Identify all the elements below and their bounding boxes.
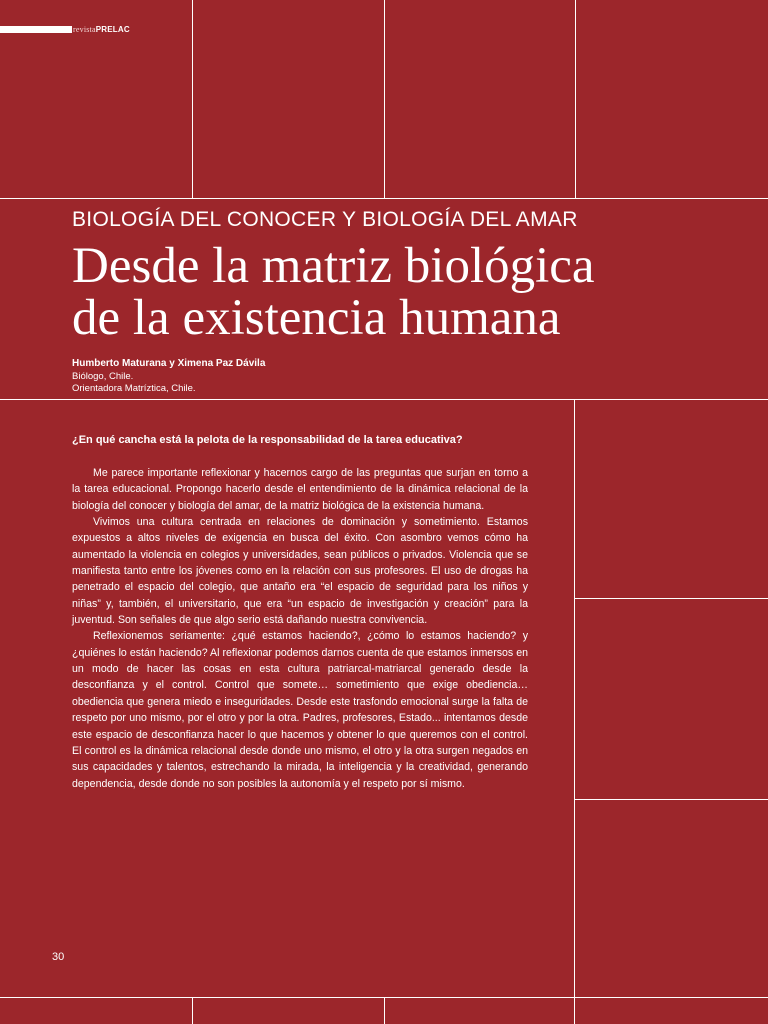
lead-question: ¿En qué cancha está la pelota de la responsabilidad de la tarea educativa? xyxy=(72,434,463,446)
grid-line xyxy=(0,399,768,400)
grid-line xyxy=(574,399,575,1024)
magazine-brand xyxy=(73,25,130,34)
grid-line xyxy=(575,799,768,800)
author-affiliation-2: Orientadora Matríztica, Chile. xyxy=(72,383,196,394)
page-number: 30 xyxy=(52,951,65,963)
article-title: Desde la matriz biológica de la existencia humana xyxy=(72,238,595,346)
brand-name: PRELAC xyxy=(95,25,130,34)
author-affiliation-1: Biólogo, Chile. xyxy=(72,371,134,382)
article-body xyxy=(72,465,528,792)
brand-prefix: revista xyxy=(73,25,96,34)
grid-line xyxy=(575,598,768,599)
grid-line xyxy=(384,997,385,1024)
article-kicker: BIOLOGÍA DEL CONOCER Y BIOLOGÍA DEL AMAR xyxy=(72,208,578,231)
grid-line xyxy=(0,198,768,199)
grid-line xyxy=(575,0,576,198)
article-authors: Humberto Maturana y Ximena Paz Dávila xyxy=(72,358,266,369)
header-bar xyxy=(0,26,72,33)
body-paragraph: Reflexionemos seriamente: ¿qué estamos haciendo?, ¿cómo lo estamos haciendo? y ¿quiénes lo están haciendo? Al reflexionar podemos darnos cuenta de que estamos inmersos en un modo de hacer las cosas en esta cultura patriarcal-matriarcal generado desde la desconfianza y el control. Control que somete… sometimiento que exige obediencia… obediencia que genera miedo e inseguridades. Desde este trasfondo emocional surge la falta de respeto por uno mismo, por el otro y por la otra. Padres, profesores, Estado... intentamos desde este espacio de desconfianza hacer lo que hacemos y obtener lo que queremos con el control. El control es la dinámica relacional desde donde uno mismo, el otro y la otra surgen negados en sus capacidades y talentos, estrechando la mirada, la inteligencia y la creatividad, generando dependencia, desde donde no son posibles la autonomía y el respeto por sí mismo. xyxy=(72,630,528,790)
grid-line xyxy=(384,0,385,198)
grid-line xyxy=(192,0,193,198)
body-paragraph: Vivimos una cultura centrada en relaciones de dominación y sometimiento. Estamos expuestos a altos niveles de exigencia en busca del éxito. Con asombro vemos cómo ha aumentado la violencia en colegios y universidades, sean públicos o privados. Violencia que se manifiesta tanto entre los jóvenes como en la relación con sus profesores. El uso de drogas ha penetrado el espacio del colegio, que antaño era “el espacio de seguridad para los niños y niñas” y, también, el universitario, que era “un espacio de investigación y creación” para la juventud. Son señales de que algo serio está dañando nuestra convivencia. xyxy=(72,516,528,627)
body-paragraph: Me parece importante reflexionar y hacernos cargo de las preguntas que surjan en torno a la tarea educacional. Propongo hacerlo desde el entendimiento de la dinámica relacional de la biología del conocer y biología del amar, de la matriz biológica de la existencia humana. xyxy=(72,467,528,512)
grid-line xyxy=(192,997,193,1024)
